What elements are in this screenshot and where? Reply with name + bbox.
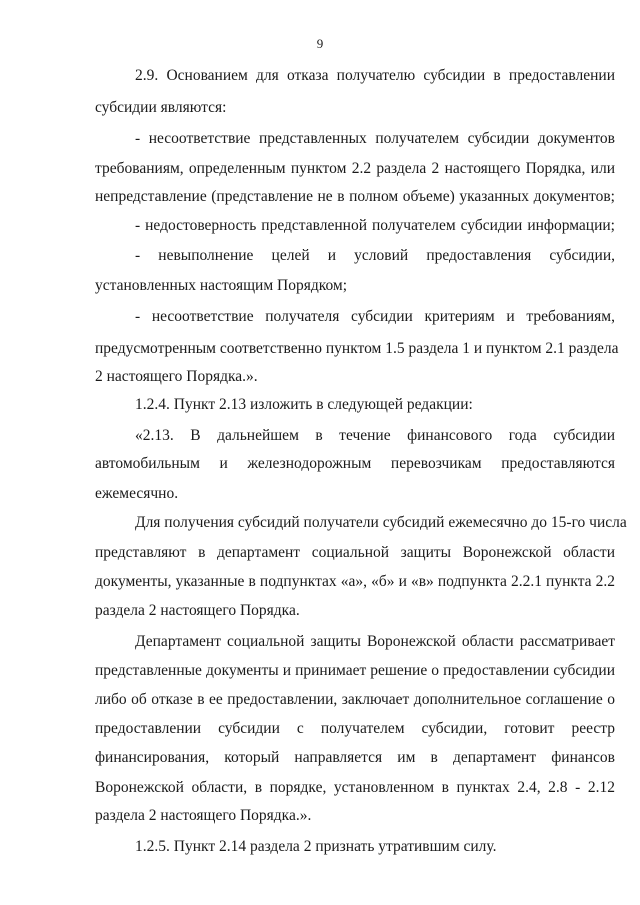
text-line: «2.13. В дальнейшем в течение финансового года субсидии bbox=[135, 427, 615, 444]
text-line: ежемесячно. bbox=[95, 485, 179, 502]
text-line: субсидии являются: bbox=[95, 99, 227, 116]
text-line: Департамент социальной защиты Воронежской области рассматривает bbox=[135, 633, 615, 650]
text-line: требованиям, определенным пунктом 2.2 раздела 2 настоящего Порядка, или bbox=[95, 160, 615, 177]
text-line: документы, указанные в подпунктах «а», «б» и «в» подпункта 2.2.1 пункта 2.2 bbox=[95, 573, 615, 590]
text-line: представляют в департамент социальной защиты Воронежской области bbox=[95, 544, 615, 561]
text-line: установленных настоящим Порядком; bbox=[95, 277, 348, 294]
text-line: Для получения субсидий получатели субсидий ежемесячно до 15-го числа bbox=[135, 514, 627, 531]
text-line: раздела 2 настоящего Порядка.». bbox=[95, 807, 312, 824]
text-line: автомобильным и железнодорожным перевозчикам предоставляются bbox=[95, 455, 615, 472]
text-line: 1.2.4. Пункт 2.13 изложить в следующей редакции: bbox=[135, 396, 473, 413]
text-line: - невыполнение целей и условий предоставления субсидии, bbox=[135, 247, 615, 264]
text-line: - несоответствие получателя субсидии критериям и требованиям, bbox=[135, 308, 615, 325]
text-line: 1.2.5. Пункт 2.14 раздела 2 признать утратившим силу. bbox=[135, 838, 497, 855]
text-line: предусмотренным соответственно пунктом 1.5 раздела 1 и пунктом 2.1 раздела bbox=[95, 340, 619, 357]
text-line: - несоответствие представленных получателем субсидии документов bbox=[135, 130, 615, 147]
text-line: предоставлении субсидии с получателем субсидии, готовит реестр bbox=[95, 720, 615, 737]
text-line: представленные документы и принимает решение о предоставлении субсидии bbox=[95, 662, 615, 679]
text-line: - недостоверность представленной получателем субсидии информации; bbox=[135, 217, 615, 234]
text-line: 2.9. Основанием для отказа получателю субсидии в предоставлении bbox=[135, 67, 615, 84]
text-line: Воронежской области, в порядке, установленном в пунктах 2.4, 2.8 - 2.12 bbox=[95, 779, 615, 796]
page-number: 9 bbox=[316, 36, 324, 51]
text-line: 2 настоящего Порядка.». bbox=[95, 368, 258, 385]
text-line: раздела 2 настоящего Порядка. bbox=[95, 602, 300, 619]
text-line: непредставление (представление не в полном объеме) указанных документов; bbox=[95, 188, 615, 205]
text-line: либо об отказе в ее предоставлении, заключает дополнительное соглашение о bbox=[95, 691, 615, 708]
text-line: финансирования, который направляется им в департамент финансов bbox=[95, 749, 615, 766]
